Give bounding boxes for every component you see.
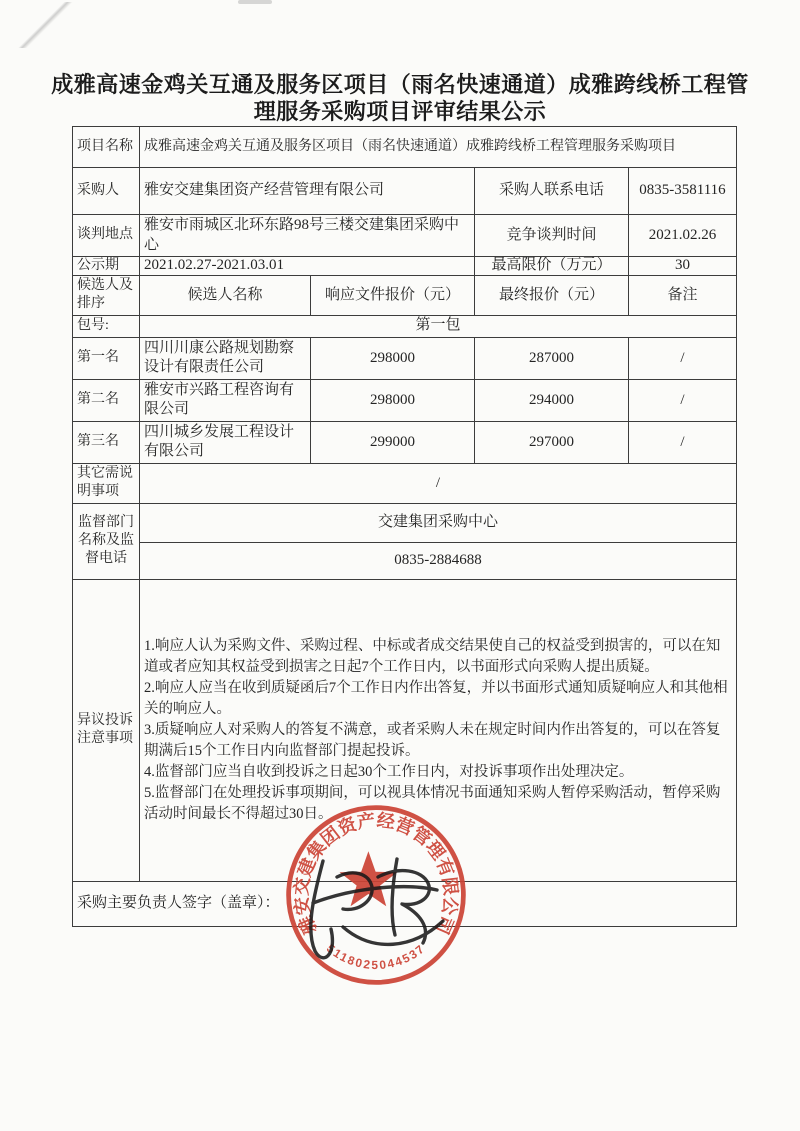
signature-stroke-3 (313, 887, 437, 903)
signature-label: 采购主要负责人签字（盖章）： (73, 881, 737, 926)
supervision-dept-value: 交建集团采购中心 (140, 503, 737, 542)
row-candidate-header (73, 275, 737, 315)
purchaser-value: 雅安交建集团资产经营管理有限公司 (140, 168, 475, 215)
project-name-value: 成雅高速金鸡关互通及服务区项目（雨名快速通道）成雅跨线桥工程管理服务采购项目 (140, 127, 737, 168)
publicity-period-value: 2021.02.27-2021.03.01 (140, 257, 475, 276)
candidate-2-final: 294000 (475, 379, 629, 421)
signature-stroke-5 (378, 871, 429, 943)
purchaser-label: 采购人 (73, 168, 140, 215)
signature-stroke-1 (311, 861, 333, 958)
candidate-2-remark: / (629, 379, 737, 421)
complaint-item-2: 2.响应人应当在收到质疑函后7个工作日内作出答复，并以书面形式通知质疑响应人和其他相关的响应人。 (144, 679, 728, 717)
candidate-row-2 (73, 379, 737, 421)
scan-smudge-artifact (6, 2, 86, 48)
row-package (73, 315, 737, 337)
package-label: 包号: (73, 315, 140, 337)
page-title-line-2: 理服务采购项目评审结果公示 (253, 99, 547, 124)
candidate-remark-header: 备注 (629, 275, 737, 315)
stamp-company-name: 雅安交建集团资产经营管理有限公司 (291, 810, 461, 938)
complaint-label: 异议投诉注意事项 (73, 579, 140, 881)
row-venue (73, 215, 737, 257)
row-supervision-dept (73, 503, 737, 542)
page-title (0, 71, 800, 125)
candidate-row-3 (73, 421, 737, 463)
row-purchaser (73, 168, 737, 215)
candidate-1-rank: 第一名 (73, 337, 140, 379)
candidate-1-final: 287000 (475, 337, 629, 379)
candidate-2-rank: 第二名 (73, 379, 140, 421)
supervision-label: 监督部门名称及监督电话 (73, 503, 140, 579)
candidate-3-remark: / (629, 421, 737, 463)
handwritten-signature (285, 833, 475, 973)
supervision-phone-value: 0835-2884688 (140, 542, 737, 579)
candidate-1-remark: / (629, 337, 737, 379)
purchaser-phone-label: 采购人联系电话 (475, 168, 629, 215)
negotiation-time-label: 竞争谈判时间 (475, 215, 629, 257)
page-title-line-1: 成雅高速金鸡关互通及服务区项目（雨名快速通道）成雅跨线桥工程管 (51, 72, 749, 97)
complaint-item-5: 5.监督部门在处理投诉事项期间，可以视具体情况书面通知采购人暂停采购活动，暂停采购活动时间最长不得超过30日。 (144, 784, 721, 822)
scan-mark-artifact (238, 0, 272, 4)
venue-label: 谈判地点 (73, 215, 140, 257)
candidate-bid-header: 响应文件报价（元） (311, 275, 475, 315)
candidate-1-bid: 298000 (311, 337, 475, 379)
complaint-item-1: 1.响应人认为采购文件、采购过程、中标或者成交结果使自己的权益受到损害的，可以在知道或者应知其权益受到损害之日起7个工作日内，以书面形式向采购人提出质疑。 (144, 637, 721, 675)
max-price-value: 30 (629, 257, 737, 276)
row-project-name (73, 127, 737, 168)
candidate-1-name: 四川川康公路规划勘察设计有限责任公司 (140, 337, 311, 379)
candidate-3-name: 四川城乡发展工程设计有限公司 (140, 421, 311, 463)
max-price-label: 最高限价（万元） (475, 257, 629, 276)
complaint-item-4: 4.监督部门应当自收到投诉之日起30个工作日内，对投诉事项作出处理决定。 (144, 763, 634, 780)
row-other-notes (73, 463, 737, 503)
publicity-period-label: 公示期 (73, 257, 140, 276)
negotiation-time-value: 2021.02.26 (629, 215, 737, 257)
package-value: 第一包 (140, 315, 737, 337)
candidate-final-header: 最终报价（元） (475, 275, 629, 315)
other-notes-label: 其它需说明事项 (73, 463, 140, 503)
other-notes-value: / (140, 463, 737, 503)
row-supervision-phone (73, 542, 737, 579)
candidate-row-1 (73, 337, 737, 379)
candidate-3-bid: 299000 (311, 421, 475, 463)
candidate-3-rank: 第三名 (73, 421, 140, 463)
candidate-2-name: 雅安市兴路工程咨询有限公司 (140, 379, 311, 421)
project-name-label: 项目名称 (73, 127, 140, 168)
candidate-name-header: 候选人名称 (140, 275, 311, 315)
candidate-2-bid: 298000 (311, 379, 475, 421)
stamp-serial-number: 5118025044537 (323, 941, 429, 973)
purchaser-phone-value: 0835-3581116 (629, 168, 737, 215)
complaint-item-3: 3.质疑响应人对采购人的答复不满意，或者采购人未在规定时间内作出答复的，可以在答复期满后15个工作日内向监督部门提起投诉。 (144, 721, 721, 759)
venue-value: 雅安市雨城区北环东路98号三楼交建集团采购中心 (140, 215, 475, 257)
candidate-rank-header: 候选人及排序 (73, 275, 140, 315)
row-publicity-period (73, 257, 737, 276)
candidate-3-final: 297000 (475, 421, 629, 463)
